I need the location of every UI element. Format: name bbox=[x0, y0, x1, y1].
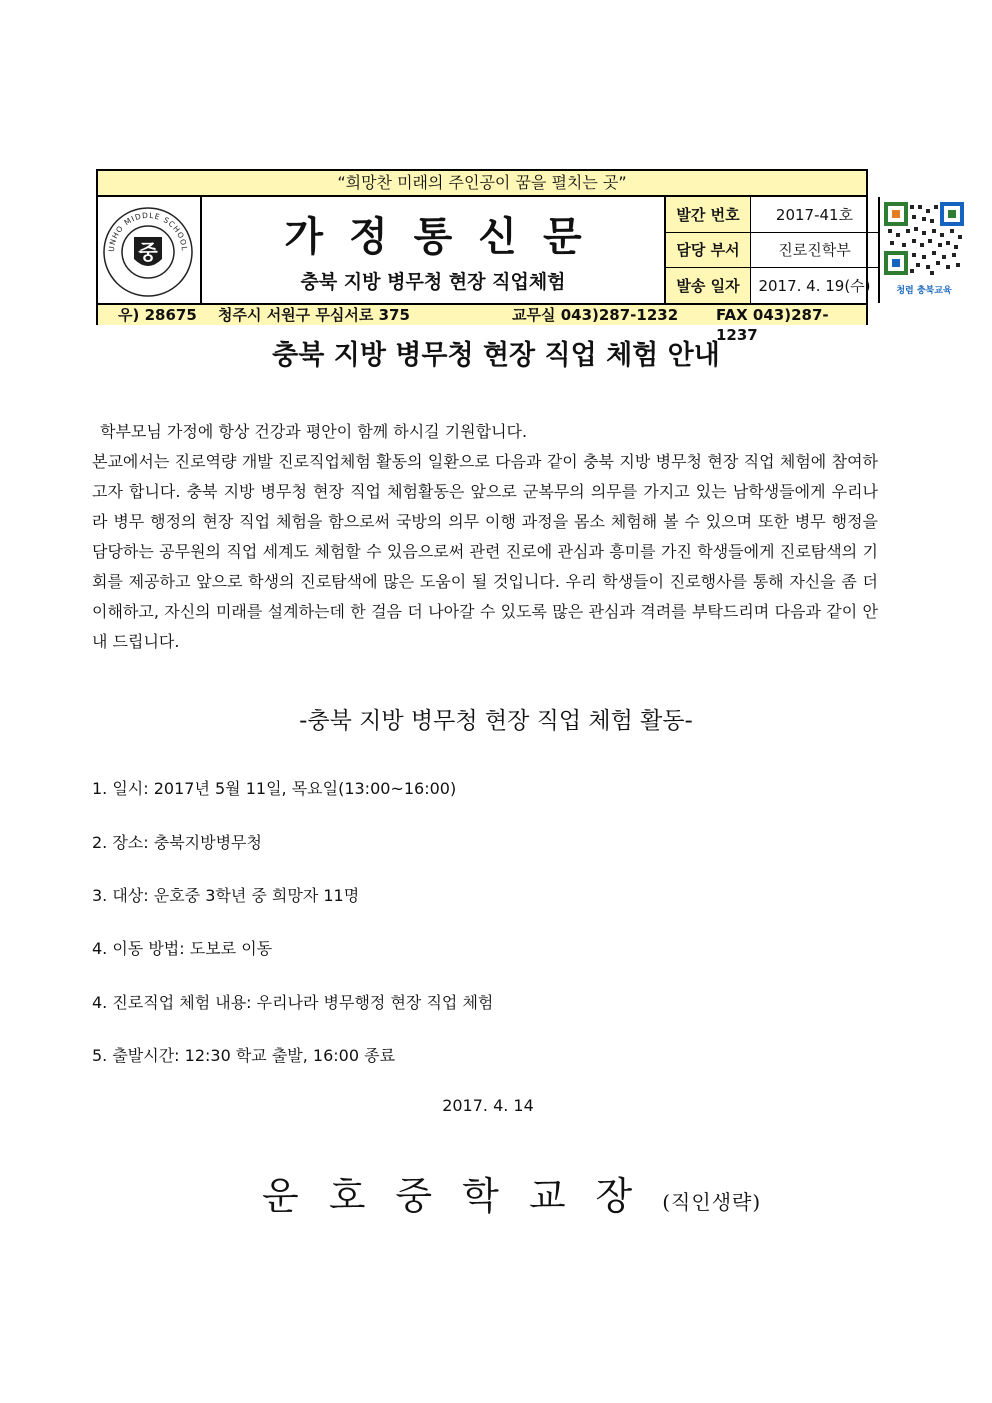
qr-code-icon bbox=[882, 197, 966, 303]
newsletter-title: 가정통신문 bbox=[284, 213, 608, 260]
list-item: 4. 이동 방법: 도보로 이동 bbox=[92, 939, 273, 958]
issue-info-table bbox=[666, 197, 880, 303]
info-row bbox=[666, 197, 879, 232]
info-value: 2017-41호 bbox=[751, 197, 880, 232]
fax-number: FAX 043)287-1237 bbox=[716, 306, 829, 344]
logo-text: UNHO MIDDLE SCHOOL bbox=[106, 210, 190, 253]
list-item: 2. 장소: 충북지방병무청 bbox=[92, 833, 262, 852]
list-item: 4. 진로직업 체험 내용: 우리나라 병무행정 현장 직업 체험 bbox=[92, 993, 494, 1012]
info-row bbox=[666, 268, 879, 303]
school-motto: “희망찬 미래의 주인공이 꿈을 펼치는 곳” bbox=[98, 171, 866, 197]
logo-glyph: 중 bbox=[138, 240, 158, 264]
list-item: 1. 일시: 2017년 5월 11일, 목요일(13:00~16:00) bbox=[92, 779, 457, 798]
qr-code bbox=[882, 197, 966, 303]
greeting: 학부모님 가정에 항상 건강과 평안이 함께 하시길 기원합니다. bbox=[100, 422, 528, 441]
newsletter-header bbox=[96, 169, 952, 344]
list-item: 3. 대상: 운호중 3학년 중 희망자 11명 bbox=[92, 886, 360, 905]
section-title: -충북 지방 병무청 현장 직업 체험 활동- bbox=[299, 708, 693, 734]
postal-code: 우) 28675 bbox=[118, 306, 197, 324]
school-emblem-icon bbox=[98, 197, 198, 301]
info-label: 발간 번호 bbox=[666, 197, 751, 232]
issue-date: 2017. 4. 14 bbox=[442, 1096, 534, 1115]
principal-signature bbox=[262, 1165, 761, 1220]
info-row bbox=[666, 232, 879, 268]
body-paragraph: 본교에서는 진로역량 개발 진로직업체험 활동의 일환으로 다음과 같이 충북 지방 병무청 현장 직업 체험에 참여하고자 합니다. 충북 지방 병무청 현장 직업 체험활동은 앞으로 군복무의 의무를 가지고 있는 남학생들에게 우리나라 병무 행정의 현장 직업 체험을 함으로써 국방의 의무 이행 과정을 몸소 체험해 볼 수 있으며 또한 병무 행정을 담당하는 공무원의 직업 세계도 체험할 수 있음으로써 관련 진로에 관심과 흥미를 가진 학생들에게 진로탐색의 기회를 제공하고 앞으로 학생의 진로탐색에 많은 도움이 될 것입니다. 우리 학생들이 진로행사를 통해 자신을 좀 더 이해하고, 자신의 미래를 설계하는데 한 걸음 더 나아갈 수 있도록 많은 관심과 격려를 부탁드리며 다음과 같이 안내 드립니다. bbox=[92, 452, 878, 651]
info-value: 진로진학부 bbox=[751, 232, 880, 268]
info-value: 2017. 4. 19(수) bbox=[758, 277, 871, 296]
title-block bbox=[202, 197, 666, 303]
office-phone: 교무실 043)287-1232 bbox=[512, 306, 679, 324]
body-text bbox=[92, 417, 878, 657]
document-title: 충북 지방 병무청 현장 직업 체험 안내 bbox=[272, 340, 720, 371]
list-item: 5. 출발시간: 12:30 학교 출발, 16:00 종료 bbox=[92, 1046, 396, 1065]
signature-name: 운호중학교장 bbox=[262, 1174, 663, 1218]
info-label: 발송 일자 bbox=[666, 268, 751, 303]
qr-caption: 청렴 충북교육 bbox=[896, 286, 952, 296]
street-address: 청주시 서원구 무심서로 375 bbox=[218, 306, 410, 324]
seal-omitted-note: (직인생략) bbox=[662, 1190, 762, 1214]
newsletter-subtitle: 충북 지방 병무청 현장 직업체험 bbox=[300, 271, 566, 293]
address-bar bbox=[98, 303, 866, 344]
info-label: 담당 부서 bbox=[666, 232, 751, 268]
school-logo bbox=[98, 197, 202, 303]
